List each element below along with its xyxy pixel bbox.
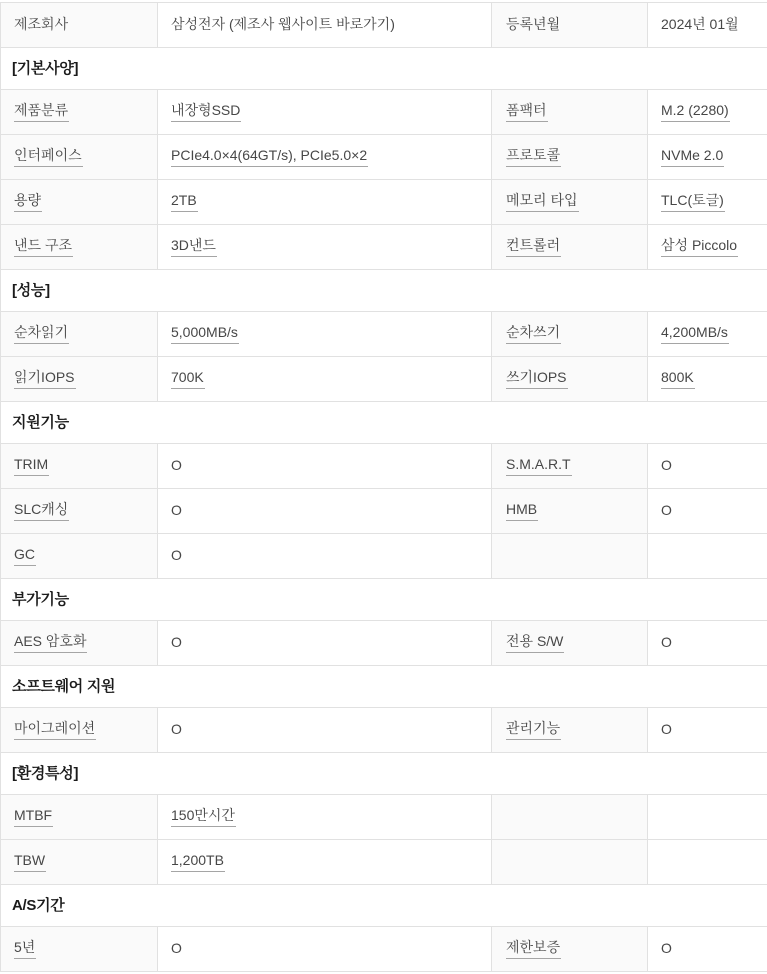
spec-value-cell xyxy=(158,180,492,224)
spec-term[interactable]: 프로토콜 xyxy=(506,148,561,167)
spec-label-cell xyxy=(1,534,158,578)
spec-value[interactable]: TLC(토글) xyxy=(661,193,725,212)
spec-term[interactable]: 메모리 타입 xyxy=(506,193,579,212)
section-header-cell xyxy=(1,753,767,794)
spec-row xyxy=(1,90,767,135)
spec-label-cell xyxy=(1,927,158,971)
spec-label-cell xyxy=(492,444,648,488)
spec-value[interactable]: 내장형SSD xyxy=(171,103,241,122)
spec-label-cell xyxy=(1,312,158,356)
spec-value[interactable]: 1,200TB xyxy=(171,853,225,872)
spec-label-cell xyxy=(1,444,158,488)
spec-value[interactable]: 4,200MB/s xyxy=(661,325,729,344)
spec-term[interactable]: 마이그레이션 xyxy=(14,721,96,740)
spec-term[interactable]: GC xyxy=(14,547,36,566)
spec-term[interactable]: S.M.A.R.T xyxy=(506,457,572,476)
spec-term[interactable]: 전용 S/W xyxy=(506,634,564,653)
spec-value[interactable]: M.2 (2280) xyxy=(661,103,730,122)
spec-value-cell xyxy=(648,927,767,971)
support-mark: O xyxy=(171,547,182,563)
support-mark: O xyxy=(661,721,672,737)
spec-term[interactable]: 쓰기IOPS xyxy=(506,370,568,389)
spec-label-cell xyxy=(1,3,158,47)
spec-label-cell xyxy=(492,3,648,47)
spec-row xyxy=(1,621,767,666)
spec-label-cell xyxy=(1,225,158,269)
spec-value-cell xyxy=(158,90,492,134)
spec-row xyxy=(1,444,767,489)
section-header-cell xyxy=(1,270,767,311)
support-mark: O xyxy=(661,634,672,650)
spec-term[interactable]: 폼팩터 xyxy=(506,103,548,122)
spec-label-cell xyxy=(492,708,648,752)
spec-term: 등록년월 xyxy=(506,16,561,32)
spec-row xyxy=(1,357,767,402)
spec-term[interactable]: 5년 xyxy=(14,940,36,959)
spec-value-cell xyxy=(648,489,767,533)
section-title: A/S기간 xyxy=(12,897,65,914)
spec-term[interactable]: 제한보증 xyxy=(506,940,561,959)
spec-term[interactable]: TRIM xyxy=(14,457,49,476)
spec-value-cell xyxy=(158,840,492,884)
support-mark: O xyxy=(661,940,672,956)
spec-label-cell xyxy=(1,135,158,179)
spec-value-cell xyxy=(158,225,492,269)
spec-label-cell xyxy=(492,621,648,665)
spec-value[interactable]: NVMe 2.0 xyxy=(661,148,724,167)
section-header-row xyxy=(1,48,767,90)
spec-value-cell xyxy=(648,621,767,665)
spec-value[interactable]: 2TB xyxy=(171,193,198,212)
spec-label-cell xyxy=(492,180,648,224)
spec-term[interactable]: 컨트롤러 xyxy=(506,238,561,257)
section-header-row xyxy=(1,402,767,444)
spec-label-cell xyxy=(1,90,158,134)
section-title: [환경특성] xyxy=(12,765,79,782)
spec-label-cell xyxy=(1,621,158,665)
section-header-cell xyxy=(1,885,767,926)
spec-row xyxy=(1,312,767,357)
spec-value-cell xyxy=(158,534,492,578)
spec-value-cell xyxy=(648,312,767,356)
spec-label-cell xyxy=(1,357,158,401)
spec-term[interactable]: HMB xyxy=(506,502,538,521)
spec-label-cell xyxy=(1,795,158,839)
spec-label-cell xyxy=(1,489,158,533)
section-header-cell xyxy=(1,666,767,707)
spec-value[interactable]: 800K xyxy=(661,370,695,389)
spec-label-cell xyxy=(492,135,648,179)
support-mark: O xyxy=(171,502,182,518)
spec-value-cell xyxy=(158,621,492,665)
spec-value-cell xyxy=(648,444,767,488)
spec-label-cell xyxy=(492,927,648,971)
spec-term: 제조회사 xyxy=(14,16,69,32)
spec-value[interactable]: 700K xyxy=(171,370,205,389)
spec-value-cell xyxy=(648,135,767,179)
spec-term[interactable]: 관리기능 xyxy=(506,721,561,740)
section-title: [기본사양] xyxy=(12,60,79,77)
spec-label-cell-empty xyxy=(492,795,648,839)
spec-label-cell xyxy=(1,180,158,224)
spec-value-cell xyxy=(648,90,767,134)
spec-term[interactable]: SLC캐싱 xyxy=(14,502,69,521)
support-mark: O xyxy=(171,721,182,737)
spec-term[interactable]: 순차읽기 xyxy=(14,325,69,344)
spec-label-cell xyxy=(492,357,648,401)
spec-row xyxy=(1,927,767,972)
spec-value-cell xyxy=(648,180,767,224)
spec-label-cell xyxy=(492,489,648,533)
section-title: 부가기능 xyxy=(12,591,69,608)
spec-row xyxy=(1,489,767,534)
spec-value[interactable]: PCIe4.0×4(64GT/s), PCIe5.0×2 xyxy=(171,148,368,167)
section-title: 지원기능 xyxy=(12,414,69,431)
spec-value-cell xyxy=(158,312,492,356)
spec-value-cell-empty xyxy=(648,840,767,884)
spec-row xyxy=(1,795,767,840)
spec-value-cell-empty xyxy=(648,534,767,578)
spec-term[interactable]: 순차쓰기 xyxy=(506,325,561,344)
spec-row-manufacturer xyxy=(1,3,767,48)
spec-row xyxy=(1,180,767,225)
spec-value: 2024년 01월 xyxy=(661,16,739,32)
spec-term[interactable]: MTBF xyxy=(14,808,53,827)
support-mark: O xyxy=(171,457,182,473)
spec-value-cell xyxy=(648,225,767,269)
spec-value-cell xyxy=(158,708,492,752)
support-mark: O xyxy=(171,940,182,956)
spec-label-cell-empty xyxy=(492,534,648,578)
spec-row xyxy=(1,534,767,579)
spec-term[interactable]: 제품분류 xyxy=(14,103,69,122)
support-mark: O xyxy=(661,457,672,473)
spec-value[interactable]: 삼성 Piccolo xyxy=(661,238,738,257)
section-header-row xyxy=(1,753,767,795)
spec-value-cell xyxy=(158,795,492,839)
spec-value[interactable]: 3D낸드 xyxy=(171,238,217,257)
spec-term[interactable]: TBW xyxy=(14,853,46,872)
spec-row xyxy=(1,840,767,885)
spec-value[interactable]: 150만시간 xyxy=(171,808,236,827)
section-header-row xyxy=(1,885,767,927)
section-title: [성능] xyxy=(12,282,50,299)
spec-label-cell xyxy=(1,708,158,752)
spec-term[interactable]: 읽기IOPS xyxy=(14,370,76,389)
spec-term[interactable]: 용량 xyxy=(14,193,42,212)
spec-value-cell xyxy=(158,489,492,533)
spec-value-cell xyxy=(158,135,492,179)
spec-value-cell xyxy=(158,444,492,488)
spec-value-cell xyxy=(158,357,492,401)
spec-row xyxy=(1,225,767,270)
spec-value-cell xyxy=(648,708,767,752)
spec-value: 삼성전자 (제조사 웹사이트 바로가기) xyxy=(171,16,395,32)
support-mark: O xyxy=(171,634,182,650)
spec-value-cell xyxy=(158,3,492,47)
spec-value-cell-empty xyxy=(648,795,767,839)
section-title: 소프트웨어 지원 xyxy=(12,678,116,695)
spec-label-cell xyxy=(492,90,648,134)
section-header-cell xyxy=(1,579,767,620)
spec-value-cell xyxy=(648,357,767,401)
spec-label-cell xyxy=(492,225,648,269)
support-mark: O xyxy=(661,502,672,518)
section-header-row xyxy=(1,666,767,708)
spec-term[interactable]: 인터페이스 xyxy=(14,148,83,167)
section-header-cell xyxy=(1,402,767,443)
section-header-cell xyxy=(1,48,767,89)
spec-value-cell xyxy=(158,927,492,971)
spec-value-cell xyxy=(648,3,767,47)
spec-value[interactable]: 5,000MB/s xyxy=(171,325,239,344)
spec-term[interactable]: AES 암호화 xyxy=(14,634,87,653)
section-header-row xyxy=(1,579,767,621)
spec-row xyxy=(1,708,767,753)
section-header-row xyxy=(1,270,767,312)
spec-label-cell xyxy=(1,840,158,884)
spec-row xyxy=(1,135,767,180)
spec-term[interactable]: 낸드 구조 xyxy=(14,238,73,257)
product-spec-table xyxy=(0,2,767,972)
spec-label-cell xyxy=(492,312,648,356)
spec-label-cell-empty xyxy=(492,840,648,884)
